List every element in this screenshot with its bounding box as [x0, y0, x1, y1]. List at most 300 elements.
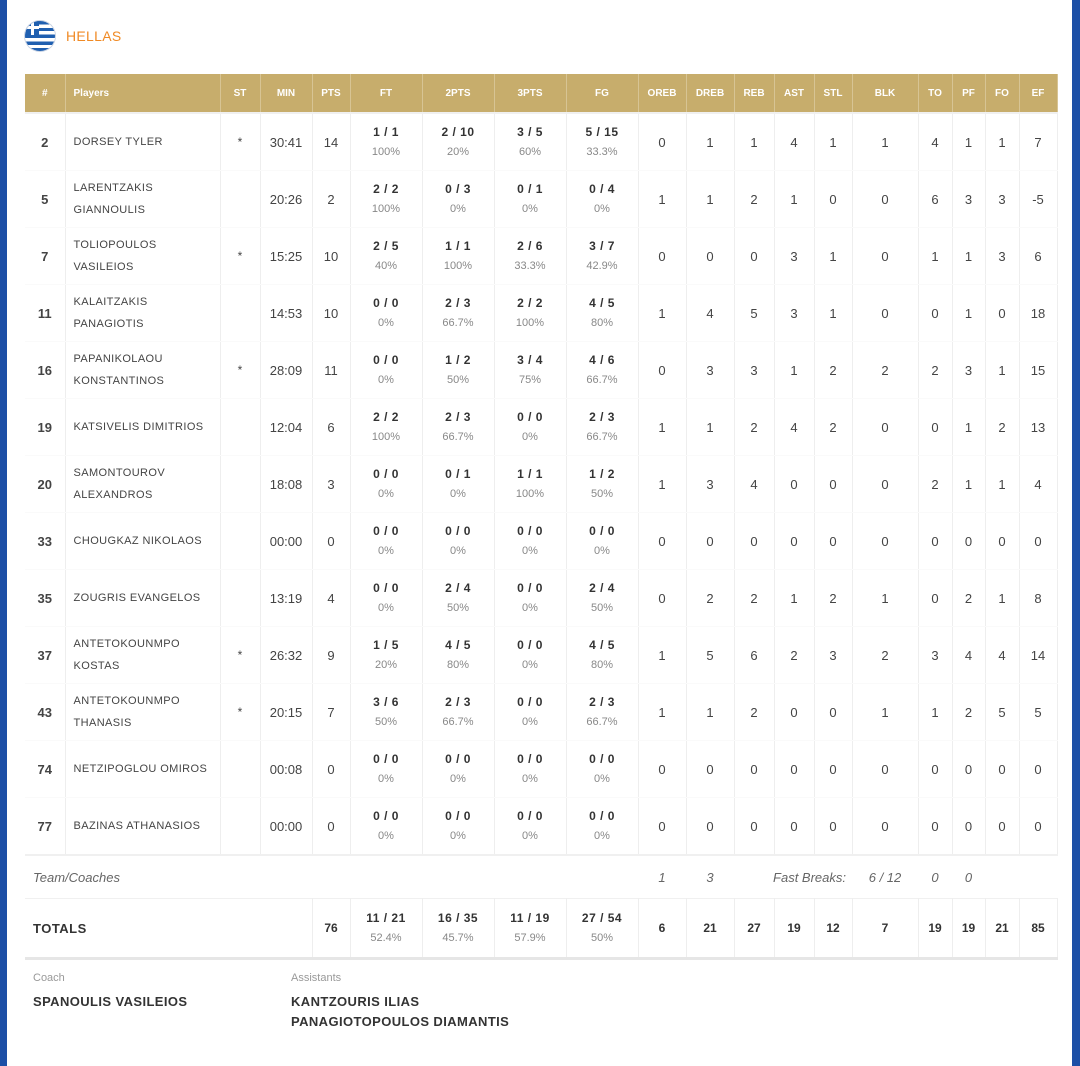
player-fg-made: 2 / 3	[589, 410, 615, 424]
coach-block	[33, 972, 187, 1012]
totals-ft: 11 / 21 52.4%	[350, 899, 422, 959]
player-fg-pct: 66.7%	[586, 431, 618, 443]
player-ft-made: 2 / 2	[373, 182, 399, 196]
starter-mark	[220, 171, 260, 228]
player-blk: 0	[852, 399, 918, 456]
player-ast: 4	[774, 113, 814, 171]
player-fg	[566, 684, 638, 741]
player-fg	[566, 228, 638, 285]
player-fg-pct: 50%	[590, 602, 614, 614]
player-2pts	[422, 113, 494, 171]
player-2pts	[422, 741, 494, 798]
player-fo: 5	[985, 684, 1019, 741]
player-fg-made: 3 / 7	[589, 239, 615, 253]
player-pts: 6	[312, 399, 350, 456]
frame-left-edge	[0, 0, 7, 1066]
player-2pts-made: 1 / 2	[445, 353, 471, 367]
player-min: 20:15	[260, 684, 312, 741]
totals-ast: 19	[774, 899, 814, 959]
col-header-2pts[interactable]: 2PTS	[422, 74, 494, 113]
player-oreb: 0	[638, 741, 686, 798]
player-number: 16	[25, 342, 65, 399]
player-pf: 3	[952, 342, 985, 399]
player-to: 2	[918, 342, 952, 399]
player-ft	[350, 627, 422, 684]
player-blk: 1	[852, 570, 918, 627]
player-row	[25, 285, 1057, 342]
player-ft-pct: 100%	[371, 146, 401, 158]
player-name[interactable]	[65, 570, 220, 627]
player-name[interactable]	[65, 113, 220, 171]
col-header-dreb[interactable]: DREB	[686, 74, 734, 113]
player-reb: 2	[734, 684, 774, 741]
player-2pts-made: 0 / 1	[445, 467, 471, 481]
player-3pts	[494, 741, 566, 798]
player-reb: 3	[734, 342, 774, 399]
table-header-row	[25, 74, 1057, 113]
player-fg-made: 2 / 3	[589, 695, 615, 709]
player-ef: 14	[1019, 627, 1057, 684]
totals-blk: 7	[852, 899, 918, 959]
col-header-ef[interactable]: EF	[1019, 74, 1057, 113]
player-blk: 2	[852, 627, 918, 684]
player-ef: 13	[1019, 399, 1057, 456]
assistant-name[interactable]: KANTZOURIS ILIAS	[291, 994, 420, 1009]
player-pf: 1	[952, 399, 985, 456]
player-3pts	[494, 285, 566, 342]
player-fo: 3	[985, 171, 1019, 228]
player-ft	[350, 684, 422, 741]
player-min: 20:26	[260, 171, 312, 228]
player-number: 77	[25, 798, 65, 856]
player-2pts-made: 0 / 0	[445, 752, 471, 766]
player-stl: 0	[814, 684, 852, 741]
player-name[interactable]	[65, 513, 220, 570]
player-fo: 3	[985, 228, 1019, 285]
player-stl: 1	[814, 228, 852, 285]
player-ef: 8	[1019, 570, 1057, 627]
player-fg-pct: 42.9%	[586, 260, 618, 272]
player-ef: 18	[1019, 285, 1057, 342]
player-2pts-made: 0 / 3	[445, 182, 471, 196]
player-to: 0	[918, 399, 952, 456]
player-name-line1: DORSEY TYLER	[73, 136, 163, 148]
player-reb: 0	[734, 228, 774, 285]
col-header-fo[interactable]: FO	[985, 74, 1019, 113]
player-2pts-pct: 50%	[446, 374, 470, 386]
player-number: 37	[25, 627, 65, 684]
player-reb: 2	[734, 570, 774, 627]
player-name-line2: THANASIS	[73, 717, 132, 729]
totals-dreb: 21	[686, 899, 734, 959]
player-2pts	[422, 342, 494, 399]
player-dreb: 1	[686, 684, 734, 741]
player-name-line1: BAZINAS ATHANASIOS	[73, 820, 201, 832]
totals-fo: 21	[985, 899, 1019, 959]
player-row	[25, 342, 1057, 399]
player-3pts-pct: 0%	[522, 602, 538, 614]
player-number: 35	[25, 570, 65, 627]
player-ef: 7	[1019, 113, 1057, 171]
player-dreb: 0	[686, 228, 734, 285]
player-3pts-pct: 60%	[518, 146, 542, 158]
player-fg	[566, 113, 638, 171]
col-header-ast[interactable]: AST	[774, 74, 814, 113]
player-ast: 0	[774, 798, 814, 856]
player-ft	[350, 798, 422, 856]
player-stl: 1	[814, 285, 852, 342]
player-3pts	[494, 342, 566, 399]
totals-oreb: 6	[638, 899, 686, 959]
player-oreb: 0	[638, 798, 686, 856]
player-ft	[350, 171, 422, 228]
col-header-reb[interactable]: REB	[734, 74, 774, 113]
player-3pts	[494, 798, 566, 856]
player-min: 18:08	[260, 456, 312, 513]
totals-row	[25, 899, 1057, 959]
totals-3pts: 11 / 19 57.9%	[494, 899, 566, 959]
player-3pts-made: 0 / 0	[517, 809, 543, 823]
player-2pts	[422, 456, 494, 513]
player-reb: 2	[734, 399, 774, 456]
player-pts: 7	[312, 684, 350, 741]
col-header-ft[interactable]: FT	[350, 74, 422, 113]
player-ft	[350, 342, 422, 399]
player-number: 74	[25, 741, 65, 798]
player-reb: 0	[734, 798, 774, 856]
player-fg	[566, 285, 638, 342]
player-ft-pct: 100%	[371, 431, 401, 443]
player-3pts	[494, 684, 566, 741]
player-ast: 0	[774, 456, 814, 513]
coach-caption: Coach	[33, 972, 65, 984]
player-to: 1	[918, 684, 952, 741]
player-2pts-made: 2 / 4	[445, 581, 471, 595]
player-fg-made: 0 / 0	[589, 752, 615, 766]
player-name-line1: CHOUGKAZ NIKOLAOS	[73, 535, 202, 547]
starter-mark: *	[220, 627, 260, 684]
team-coaches-row	[25, 855, 1057, 899]
col-header-pts[interactable]: PTS	[312, 74, 350, 113]
player-ast: 0	[774, 741, 814, 798]
player-2pts-made: 2 / 3	[445, 695, 471, 709]
player-ft-pct: 0%	[378, 545, 394, 557]
player-stl: 2	[814, 342, 852, 399]
totals-reb: 27	[734, 899, 774, 959]
player-oreb: 0	[638, 570, 686, 627]
starter-mark	[220, 399, 260, 456]
player-fg-pct: 80%	[590, 317, 614, 329]
player-number: 2	[25, 113, 65, 171]
player-2pts-pct: 0%	[450, 773, 466, 785]
player-2pts-pct: 80%	[446, 659, 470, 671]
player-number: 7	[25, 228, 65, 285]
player-dreb: 2	[686, 570, 734, 627]
player-row	[25, 741, 1057, 798]
player-row	[25, 684, 1057, 741]
player-ef: 0	[1019, 513, 1057, 570]
player-oreb: 0	[638, 228, 686, 285]
player-dreb: 5	[686, 627, 734, 684]
player-ft-pct: 0%	[378, 830, 394, 842]
player-pts: 10	[312, 285, 350, 342]
player-3pts-pct: 0%	[522, 545, 538, 557]
col-header-to[interactable]: TO	[918, 74, 952, 113]
player-2pts-made: 2 / 10	[441, 125, 475, 139]
player-3pts-pct: 75%	[518, 374, 542, 386]
player-2pts-pct: 100%	[443, 260, 473, 272]
player-name[interactable]	[65, 228, 220, 285]
boxscore-panel	[7, 0, 1072, 1066]
player-ef: 5	[1019, 684, 1057, 741]
player-to: 4	[918, 113, 952, 171]
player-name-line1: LARENTZAKIS	[73, 182, 154, 194]
player-stl: 2	[814, 570, 852, 627]
player-blk: 0	[852, 741, 918, 798]
player-fg-made: 4 / 5	[589, 296, 615, 310]
player-oreb: 0	[638, 342, 686, 399]
player-pts: 2	[312, 171, 350, 228]
player-2pts-made: 2 / 3	[445, 410, 471, 424]
team-name[interactable]: HELLAS	[66, 28, 122, 44]
assistant-name[interactable]: PANAGIOTOPOULOS DIAMANTIS	[291, 1014, 510, 1029]
player-row	[25, 456, 1057, 513]
player-ef: 0	[1019, 798, 1057, 856]
player-name-line1: ZOUGRIS EVANGELOS	[73, 592, 201, 604]
player-fg	[566, 627, 638, 684]
player-ast: 2	[774, 627, 814, 684]
player-number: 43	[25, 684, 65, 741]
fast-breaks-label: Fast Breaks:	[734, 855, 852, 899]
team-pf: 0	[952, 855, 985, 899]
player-min: 12:04	[260, 399, 312, 456]
player-pf: 1	[952, 228, 985, 285]
player-fg-made: 0 / 0	[589, 809, 615, 823]
starter-mark: *	[220, 684, 260, 741]
player-oreb: 0	[638, 113, 686, 171]
col-header-fg[interactable]: FG	[566, 74, 638, 113]
player-fo: 0	[985, 741, 1019, 798]
totals-label: TOTALS	[25, 899, 312, 959]
player-ft-pct: 100%	[371, 203, 401, 215]
player-3pts-pct: 0%	[522, 659, 538, 671]
player-row	[25, 113, 1057, 171]
player-pf: 1	[952, 285, 985, 342]
player-3pts-made: 2 / 2	[517, 296, 543, 310]
player-fg-pct: 0%	[594, 203, 610, 215]
player-name[interactable]	[65, 798, 220, 856]
starter-mark	[220, 513, 260, 570]
player-2pts-pct: 66.7%	[442, 716, 474, 728]
player-name[interactable]	[65, 627, 220, 684]
player-ft	[350, 456, 422, 513]
player-ft	[350, 285, 422, 342]
player-blk: 1	[852, 684, 918, 741]
player-pf: 2	[952, 570, 985, 627]
player-name[interactable]	[65, 684, 220, 741]
player-name-line2: KONSTANTINOS	[73, 375, 165, 387]
player-stl: 1	[814, 113, 852, 171]
assistants-caption: Assistants	[291, 972, 342, 984]
player-fg	[566, 741, 638, 798]
player-ft-pct: 40%	[374, 260, 398, 272]
player-2pts-pct: 0%	[450, 488, 466, 500]
player-min: 13:19	[260, 570, 312, 627]
player-fg-pct: 50%	[590, 488, 614, 500]
player-min: 15:25	[260, 228, 312, 285]
player-fo: 0	[985, 513, 1019, 570]
player-to: 0	[918, 798, 952, 856]
player-fo: 4	[985, 627, 1019, 684]
player-fg	[566, 513, 638, 570]
player-2pts-pct: 0%	[450, 203, 466, 215]
boxscore-table	[25, 74, 1058, 960]
player-name-line1: NETZIPOGLOU OMIROS	[73, 763, 208, 775]
player-2pts	[422, 570, 494, 627]
col-header-oreb[interactable]: OREB	[638, 74, 686, 113]
col-header-pf[interactable]: PF	[952, 74, 985, 113]
greece-flag-icon	[25, 21, 55, 51]
player-row	[25, 171, 1057, 228]
player-number: 19	[25, 399, 65, 456]
col-header-number[interactable]: #	[25, 74, 65, 113]
player-reb: 5	[734, 285, 774, 342]
team-to: 0	[918, 855, 952, 899]
col-header-3pts[interactable]: 3PTS	[494, 74, 566, 113]
player-ft-made: 0 / 0	[373, 524, 399, 538]
starter-mark	[220, 456, 260, 513]
player-2pts	[422, 171, 494, 228]
player-fg-pct: 0%	[594, 545, 610, 557]
col-header-players[interactable]: Players	[65, 74, 220, 113]
totals-fg: 27 / 54 50%	[566, 899, 638, 959]
col-header-min[interactable]: MIN	[260, 74, 312, 113]
player-min: 00:00	[260, 513, 312, 570]
player-fg-made: 0 / 4	[589, 182, 615, 196]
player-fg-pct: 80%	[590, 659, 614, 671]
player-pts: 9	[312, 627, 350, 684]
player-to: 1	[918, 228, 952, 285]
player-name[interactable]	[65, 342, 220, 399]
player-dreb: 0	[686, 798, 734, 856]
player-3pts-made: 0 / 0	[517, 581, 543, 595]
player-ft-made: 0 / 0	[373, 467, 399, 481]
player-ef: 6	[1019, 228, 1057, 285]
player-ef: -5	[1019, 171, 1057, 228]
player-3pts-made: 2 / 6	[517, 239, 543, 253]
col-header-blk[interactable]: BLK	[852, 74, 918, 113]
player-pts: 11	[312, 342, 350, 399]
player-min: 28:09	[260, 342, 312, 399]
player-fg	[566, 798, 638, 856]
player-ft-made: 0 / 0	[373, 353, 399, 367]
player-to: 3	[918, 627, 952, 684]
player-name-line1: SAMONTOUROV	[73, 467, 166, 479]
player-2pts-pct: 20%	[446, 146, 470, 158]
player-name-line2: KOSTAS	[73, 660, 120, 672]
player-stl: 3	[814, 627, 852, 684]
player-name[interactable]	[65, 285, 220, 342]
player-3pts	[494, 627, 566, 684]
player-2pts-pct: 66.7%	[442, 317, 474, 329]
player-ft-pct: 20%	[374, 659, 398, 671]
player-pts: 0	[312, 741, 350, 798]
player-dreb: 3	[686, 342, 734, 399]
player-3pts-pct: 33.3%	[514, 260, 546, 272]
player-pf: 4	[952, 627, 985, 684]
starter-mark: *	[220, 342, 260, 399]
player-row	[25, 798, 1057, 856]
player-name[interactable]	[65, 741, 220, 798]
player-stl: 0	[814, 513, 852, 570]
player-name-line1: PAPANIKOLAOU	[73, 353, 163, 365]
player-fo: 1	[985, 113, 1019, 171]
player-to: 2	[918, 456, 952, 513]
player-ft-made: 0 / 0	[373, 752, 399, 766]
player-stl: 0	[814, 171, 852, 228]
player-2pts	[422, 798, 494, 856]
player-blk: 0	[852, 513, 918, 570]
player-min: 30:41	[260, 113, 312, 171]
player-fg-pct: 33.3%	[586, 146, 618, 158]
col-header-stl[interactable]: STL	[814, 74, 852, 113]
player-name-line1: KATSIVELIS DIMITRIOS	[73, 421, 204, 433]
player-row	[25, 627, 1057, 684]
player-3pts	[494, 456, 566, 513]
player-3pts-made: 3 / 5	[517, 125, 543, 139]
player-ft-pct: 0%	[378, 773, 394, 785]
player-name[interactable]	[65, 399, 220, 456]
player-name-line1: TOLIOPOULOS	[73, 239, 157, 251]
coach-name[interactable]: SPANOULIS VASILEIOS	[33, 994, 188, 1009]
assistants-block	[291, 972, 509, 1032]
player-2pts	[422, 228, 494, 285]
player-name-line2: PANAGIOTIS	[73, 318, 144, 330]
player-name[interactable]	[65, 456, 220, 513]
player-2pts	[422, 513, 494, 570]
player-2pts-made: 0 / 0	[445, 809, 471, 823]
player-pts: 14	[312, 113, 350, 171]
player-2pts	[422, 399, 494, 456]
player-fg-made: 2 / 4	[589, 581, 615, 595]
player-fg-pct: 0%	[594, 830, 610, 842]
starter-mark: *	[220, 113, 260, 171]
player-ft	[350, 513, 422, 570]
player-ft-pct: 0%	[378, 488, 394, 500]
player-name-line1: ANTETOKOUNMPO	[73, 695, 180, 707]
totals-to: 19	[918, 899, 952, 959]
player-reb: 6	[734, 627, 774, 684]
col-header-st[interactable]: ST	[220, 74, 260, 113]
player-oreb: 0	[638, 513, 686, 570]
team-coaches-label: Team/Coaches	[25, 855, 638, 899]
player-fo: 1	[985, 456, 1019, 513]
player-ast: 1	[774, 342, 814, 399]
player-dreb: 0	[686, 741, 734, 798]
player-name[interactable]	[65, 171, 220, 228]
player-3pts	[494, 228, 566, 285]
player-row	[25, 399, 1057, 456]
player-pf: 1	[952, 456, 985, 513]
player-ft-pct: 0%	[378, 602, 394, 614]
player-ft	[350, 741, 422, 798]
player-3pts-pct: 0%	[522, 830, 538, 842]
player-2pts-made: 1 / 1	[445, 239, 471, 253]
player-3pts-made: 0 / 1	[517, 182, 543, 196]
fast-breaks-value: 6 / 12	[852, 855, 918, 899]
player-fg-made: 5 / 15	[585, 125, 619, 139]
player-to: 0	[918, 570, 952, 627]
